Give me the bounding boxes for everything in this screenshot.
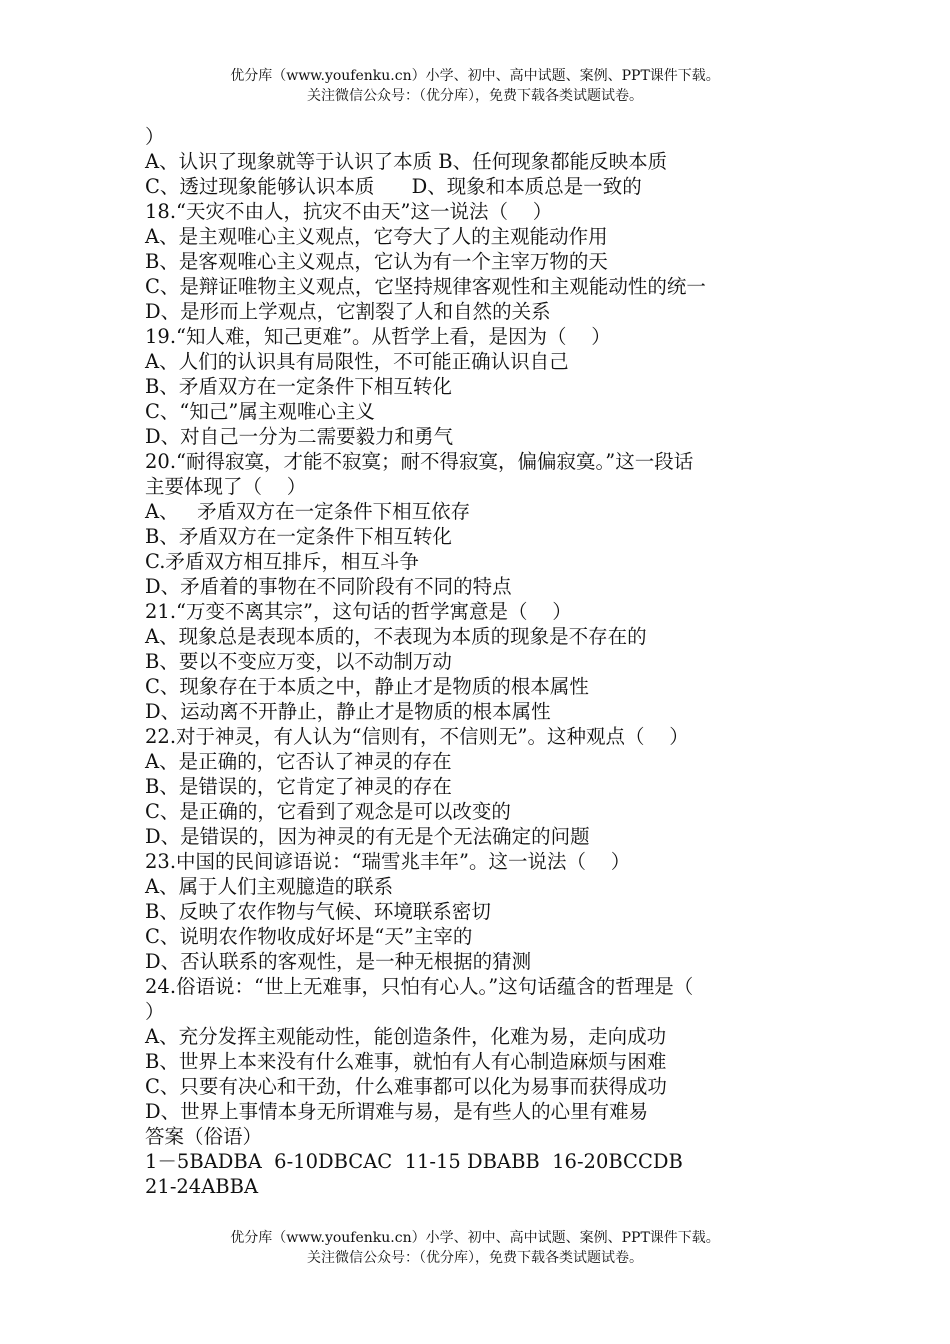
text-line: C、是辩证唯物主义观点，它坚持规律客观性和主观能动性的统一	[145, 275, 706, 298]
text-line: D、对自己一分为二需要毅力和勇气	[145, 425, 454, 448]
text-line: 21-24ABBA	[145, 1175, 259, 1198]
text-line: B、要以不变应万变，以不动制万动	[145, 650, 452, 673]
text-line: C、是正确的，它看到了观念是可以改变的	[145, 800, 511, 823]
text-line: C、透过现象能够认识本质 D、现象和本质总是一致的	[145, 175, 642, 198]
text-line: 23.中国的民间谚语说：“瑞雪兆丰年”。这一说法（ ）	[145, 850, 631, 873]
footer-line-1: 优分库（www.youfenku.cn）小学、初中、高中试题、案例、PPT课件下载。	[230, 1230, 720, 1246]
text-line: D、运动离不开静止，静止才是物质的根本属性	[145, 700, 551, 723]
text-line: B、矛盾双方在一定条件下相互转化	[145, 375, 452, 398]
text-line: B、是客观唯心主义观点，它认为有一个主宰万物的天	[145, 250, 608, 273]
text-line: 18.“天灾不由人，抗灾不由天”这一说法（ ）	[145, 200, 553, 223]
text-line: C、“知己”属主观唯心主义	[145, 400, 375, 423]
text-line: 24.俗语说：“世上无难事，只怕有心人。”这句话蕴含的哲理是（	[145, 975, 694, 998]
text-line: A、充分发挥主观能动性，能创造条件，化难为易，走向成功	[145, 1025, 667, 1048]
header-line-2: 关注微信公众号：（优分库），免费下载各类试题试卷。	[307, 88, 643, 104]
footer-line-2: 关注微信公众号：（优分库），免费下载各类试题试卷。	[307, 1250, 643, 1266]
text-line: D、是错误的，因为神灵的有无是个无法确定的问题	[145, 825, 590, 848]
text-line: 21.“万变不离其宗”，这句话的哲学寓意是（ ）	[145, 600, 572, 623]
document-body	[145, 124, 825, 1199]
text-line: 主要体现了（ ）	[145, 475, 307, 498]
text-line: D、矛盾着的事物在不同阶段有不同的特点	[145, 575, 512, 598]
text-line: A、认识了现象就等于认识了本质 B、任何现象都能反映本质	[145, 150, 668, 173]
text-line: D、否认联系的客观性，是一种无根据的猜测	[145, 950, 532, 973]
text-line: A、现象总是表现本质的，不表现为本质的现象是不存在的	[145, 625, 647, 648]
text-line: A、属于人们主观臆造的联系	[145, 875, 394, 898]
text-line: A、是正确的，它否认了神灵的存在	[145, 750, 452, 773]
text-line: 20.“耐得寂寞，才能不寂寞；耐不得寂寞，偏偏寂寞。”这一段话	[145, 450, 694, 473]
text-line: C、只要有决心和干劲，什么难事都可以化为易事而获得成功	[145, 1075, 667, 1098]
page-footer	[0, 1228, 950, 1268]
text-line: 1－5BADBA 6-10DBCAC 11-15 DBABB 16-20BCCDB	[145, 1150, 683, 1173]
text-line: B、世界上本来没有什么难事，就怕有人有心制造麻烦与困难	[145, 1050, 667, 1073]
text-line: C.矛盾双方相互排斥，相互斗争	[145, 550, 419, 573]
text-line: A、 矛盾双方在一定条件下相互依存	[145, 500, 471, 523]
text-line: B、反映了农作物与气候、环境联系密切	[145, 900, 491, 923]
text-line: C、现象存在于本质之中，静止才是物质的根本属性	[145, 675, 589, 698]
text-line: B、矛盾双方在一定条件下相互转化	[145, 525, 452, 548]
text-line: ）	[145, 1000, 165, 1023]
text-line: 答案（俗语）	[145, 1125, 263, 1148]
text-line: ）	[145, 125, 165, 148]
text-line: A、人们的认识具有局限性，不可能正确认识自己	[145, 350, 569, 373]
header-line-1: 优分库（www.youfenku.cn）小学、初中、高中试题、案例、PPT课件下载。	[230, 68, 720, 84]
text-line: B、是错误的，它肯定了神灵的存在	[145, 775, 452, 798]
text-line: D、世界上事情本身无所谓难与易，是有些人的心里有难易	[145, 1100, 649, 1123]
text-line: D、是形而上学观点，它割裂了人和自然的关系	[145, 300, 551, 323]
text-line: 19.“知人难，知己更难”。从哲学上看，是因为（ ）	[145, 325, 611, 348]
text-line: 22.对于神灵，有人认为“信则有，不信则无”。这种观点（ ）	[145, 725, 689, 748]
page-header	[0, 66, 950, 106]
text-line: A、是主观唯心主义观点，它夸大了人的主观能动作用	[145, 225, 608, 248]
text-line: C、说明农作物收成好坏是“天”主宰的	[145, 925, 473, 948]
